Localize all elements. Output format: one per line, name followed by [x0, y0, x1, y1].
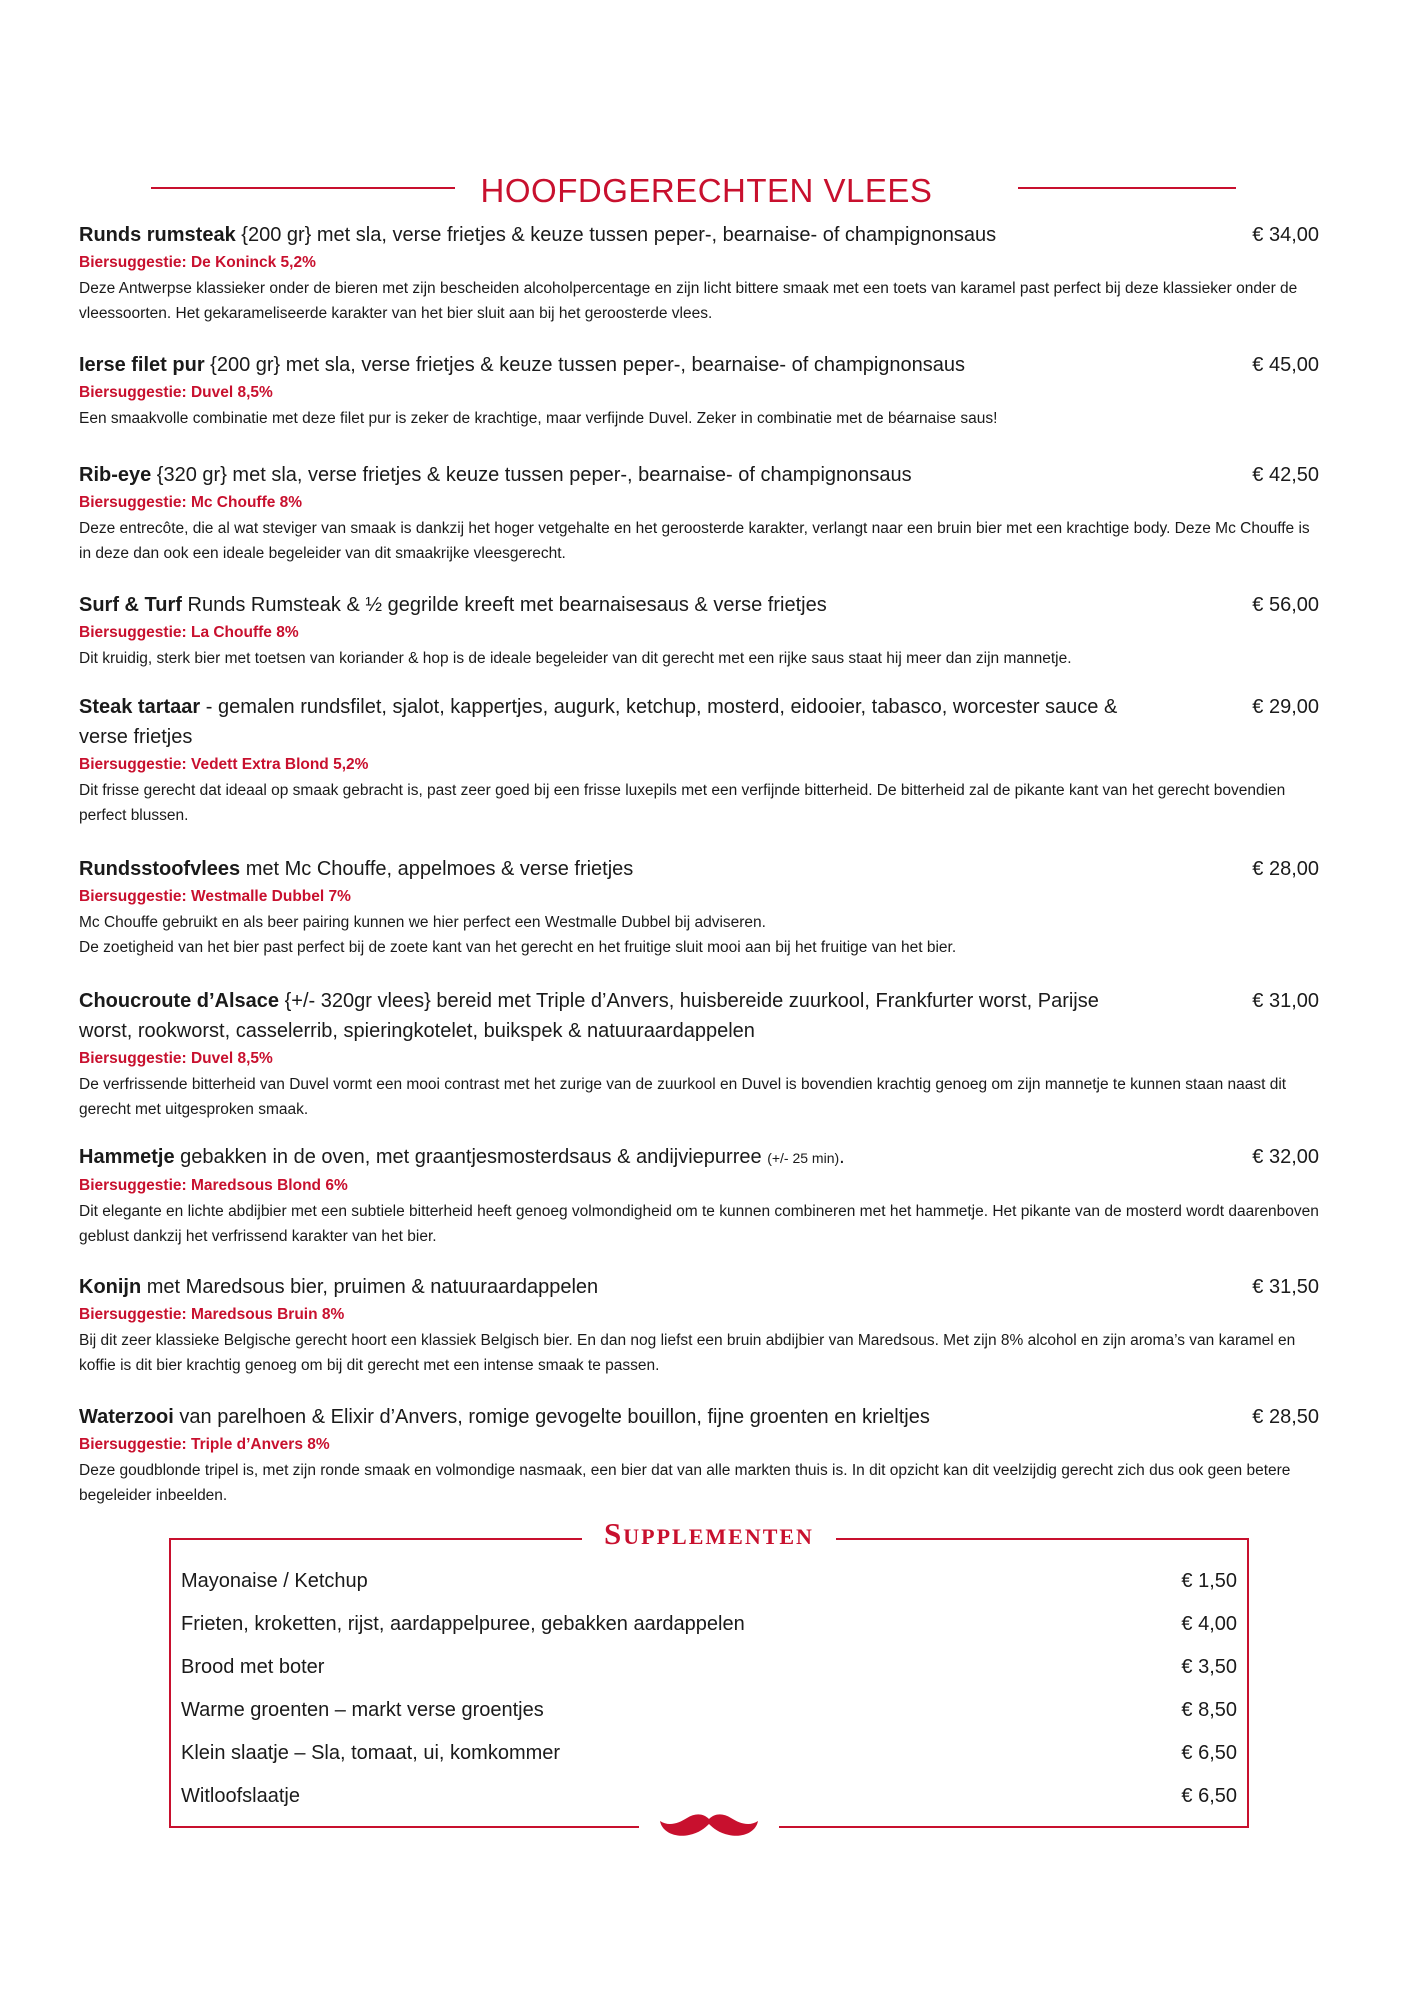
header-rule-right [1018, 187, 1236, 189]
dish-item [79, 350, 1319, 431]
supplement-label: Warme groenten – markt verse groentjes [181, 1699, 544, 1721]
supplement-price: € 6,50 [1181, 1785, 1237, 1807]
pairing-text [79, 1199, 1319, 1249]
dish-description: gebakken in de oven, met graantjesmosterdsaus & andijviepurree [174, 1146, 768, 1168]
beer-suggestion: Biersuggestie: Mc Chouffe 8% [79, 494, 303, 511]
pairing-text [79, 1458, 1319, 1508]
supplement-row [181, 1689, 1237, 1732]
dish-description: met Mc Chouffe, appelmoes & verse frietjes [240, 858, 634, 880]
supplements-title: Supplementen [582, 1516, 836, 1551]
dish-item [79, 1402, 1319, 1508]
supplement-label: Frieten, kroketten, rijst, aardappelpuree, gebakken aardappelen [181, 1613, 745, 1635]
pairing-paragraph: Deze goudblonde tripel is, met zijn ronde smaak en volmondige nasmaak, een bier dat van alle markten thuis is. In dit opzicht kan dit veelzijdig gerecht zich dus ook geen betere begeleider inbeelden. [79, 1462, 1291, 1504]
beer-suggestion: Biersuggestie: Duvel 8,5% [79, 1050, 273, 1067]
supplement-price: € 3,50 [1181, 1656, 1237, 1678]
pairing-text [79, 778, 1319, 828]
supplement-price: € 8,50 [1181, 1699, 1237, 1721]
dish-line [79, 986, 1319, 1046]
pairing-paragraph: De verfrissende bitterheid van Duvel vormt een mooi contrast met het zurige van de zuurkool en Duvel is bovendien krachtig genoeg om zijn mannetje te kunnen staan naast dit gerecht met uitgesproken smaak. [79, 1076, 1287, 1118]
dish-line [79, 692, 1319, 752]
dish-price: € 28,50 [1252, 1406, 1319, 1428]
dish-item [79, 460, 1319, 566]
pairing-paragraph: Deze Antwerpse klassieker onder de bieren met zijn bescheiden alcoholpercentage en zijn licht bittere smaak met een toets van karamel past perfect bij deze klassieker onder de vleessoorten. Het gekarameliseerde karakter van het bier sluit aan bij het geroosterde vlees. [79, 280, 1298, 322]
supplement-label: Mayonaise / Ketchup [181, 1570, 368, 1592]
mustache-icon [639, 1810, 779, 1844]
dish-line [79, 1402, 1319, 1432]
dish-item [79, 590, 1319, 671]
dish-line [79, 590, 1319, 620]
dish-line [79, 854, 1319, 884]
dish-name: Hammetje [79, 1146, 175, 1168]
supplement-row [181, 1603, 1237, 1646]
supplement-price: € 1,50 [1181, 1570, 1237, 1592]
pairing-text [79, 1072, 1319, 1122]
dish-line [79, 1272, 1319, 1302]
beer-suggestion: Biersuggestie: Westmalle Dubbel 7% [79, 888, 351, 905]
dish-item [79, 1142, 1319, 1249]
section-header [0, 172, 1413, 216]
pairing-paragraph: Dit elegante en lichte abdijbier met een subtiele bitterheid heeft genoeg volmondigheid om te kunnen combineren met het hammetje. Het pikante van de mosterd wordt daarenboven geblust dankzij het verfrissend karakter van het bier. [79, 1203, 1319, 1245]
beer-suggestion: Biersuggestie: Duvel 8,5% [79, 384, 273, 401]
dish-name: Surf & Turf [79, 594, 182, 616]
dish-price: € 29,00 [1252, 696, 1319, 718]
dish-description: met Maredsous bier, pruimen & natuuraardappelen [141, 1276, 599, 1298]
pairing-paragraph: Deze entrecôte, die al wat steviger van smaak is dankzij het hoger vetgehalte en het geroosterde karakter, verlangt naar een bruin bier met een krachtige body. Deze Mc Chouffe is in deze dan ook een ideale begeleider van dit smaakrijke vleesgerecht. [79, 520, 1310, 562]
dish-item [79, 1272, 1319, 1378]
dish-name: Choucroute d’Alsace [79, 990, 280, 1012]
dish-description: {200 gr} met sla, verse frietjes & keuze tussen peper-, bearnaise- of champignonsaus [235, 224, 997, 246]
dish-line-end: . [839, 1146, 845, 1168]
pairing-text [79, 276, 1319, 326]
dish-name: Rundsstoofvlees [79, 858, 241, 880]
supplement-label: Klein slaatje – Sla, tomaat, ui, komkommer [181, 1742, 561, 1764]
dish-price: € 56,00 [1252, 594, 1319, 616]
dish-item [79, 986, 1319, 1122]
dish-line [79, 1142, 1319, 1173]
pairing-text [79, 1328, 1319, 1378]
dish-price: € 31,50 [1252, 1276, 1319, 1298]
dish-line [79, 220, 1319, 250]
supplements-box [169, 1516, 1249, 1828]
dish-price: € 45,00 [1252, 354, 1319, 376]
supplement-row [181, 1732, 1237, 1775]
dish-name: Waterzooi [79, 1406, 174, 1428]
dish-item [79, 854, 1319, 960]
beer-suggestion: Biersuggestie: Vedett Extra Blond 5,2% [79, 756, 369, 773]
dish-price: € 42,50 [1252, 464, 1319, 486]
dish-description: - gemalen rundsfilet, sjalot, kappertjes, augurk, ketchup, mosterd, eidooier, tabasco, worcester sauce & verse frietjes [79, 696, 1118, 748]
dish-name: Steak tartaar [79, 696, 201, 718]
dish-price: € 28,00 [1252, 858, 1319, 880]
dish-description: {+/- 320gr vlees} bereid met Triple d’Anvers, huisbereide zuurkool, Frankfurter worst, Parijse worst, rookworst, casselerrib, spieringkotelet, buikspek & natuuraardappelen [79, 990, 1099, 1042]
pairing-text [79, 646, 1319, 671]
beer-suggestion: Biersuggestie: Maredsous Bruin 8% [79, 1306, 345, 1323]
supplement-price: € 6,50 [1181, 1742, 1237, 1764]
supplement-label: Brood met boter [181, 1656, 325, 1678]
pairing-paragraph: Een smaakvolle combinatie met deze filet pur is zeker de krachtige, maar verfijnde Duvel. Zeker in combinatie met de béarnaise saus! [79, 410, 998, 427]
supplement-price: € 4,00 [1181, 1613, 1237, 1635]
pairing-text [79, 406, 1319, 431]
beer-suggestion: Biersuggestie: Maredsous Blond 6% [79, 1177, 348, 1194]
dish-line [79, 350, 1319, 380]
dish-description: {320 gr} met sla, verse frietjes & keuze tussen peper-, bearnaise- of champignonsaus [151, 464, 912, 486]
dish-description: {200 gr} met sla, verse frietjes & keuze tussen peper-, bearnaise- of champignonsaus [204, 354, 966, 376]
supplements-heading [171, 1516, 1247, 1552]
supplement-list [181, 1560, 1237, 1818]
beer-suggestion: Biersuggestie: Triple d’Anvers 8% [79, 1436, 330, 1453]
dish-name: Konijn [79, 1276, 142, 1298]
pairing-text [79, 516, 1319, 566]
supplement-row [181, 1560, 1237, 1603]
pairing-paragraph: Dit frisse gerecht dat ideaal op smaak gebracht is, past zeer goed bij een frisse luxepils met een verfijnde bitterheid. De bitterheid zal de pikante kant van het gerecht bovendien perfect blussen. [79, 782, 1286, 824]
dish-item [79, 220, 1319, 326]
pairing-text [79, 910, 1319, 960]
dish-name: Ierse filet pur [79, 354, 205, 376]
dish-description: Runds Rumsteak & ½ gegrilde kreeft met bearnaisesaus & verse frietjes [181, 594, 827, 616]
beer-suggestion: Biersuggestie: De Koninck 5,2% [79, 254, 316, 271]
dish-price: € 31,00 [1252, 990, 1319, 1012]
dish-name: Runds rumsteak [79, 224, 236, 246]
beer-suggestion: Biersuggestie: La Chouffe 8% [79, 624, 299, 641]
supplement-label: Witloofslaatje [181, 1785, 300, 1807]
pairing-paragraph: Dit kruidig, sterk bier met toetsen van koriander & hop is de ideale begeleider van dit gerecht met een rijke saus staat hij meer dan zijn mannetje. [79, 650, 1072, 667]
dish-item [79, 692, 1319, 828]
dish-line [79, 460, 1319, 490]
section-title: HOOFDGERECHTEN VLEES [480, 172, 933, 209]
dish-time-note: (+/- 25 min) [767, 1150, 840, 1166]
dish-price: € 34,00 [1252, 224, 1319, 246]
supplement-row [181, 1646, 1237, 1689]
pairing-paragraph: Bij dit zeer klassieke Belgische gerecht hoort een klassiek Belgisch bier. En dan nog liefst een bruin abdijbier van Maredsous. Met zijn 8% alcohol en zijn aroma’s van karamel en koffie is dit bier krachtig genoeg om bij dit gerecht met een intense smaak te passen. [79, 1332, 1296, 1374]
dish-price: € 32,00 [1252, 1146, 1319, 1168]
pairing-paragraph: Mc Chouffe gebruikt en als beer pairing kunnen we hier perfect een Westmalle Dubbel bij adviseren. [79, 914, 766, 931]
pairing-paragraph: De zoetigheid van het bier past perfect bij de zoete kant van het gerecht en het fruitige sluit mooi aan bij het fruitige van het bier. [79, 939, 957, 956]
dish-description: van parelhoen & Elixir d’Anvers, romige gevogelte bouillon, fijne groenten en krieltjes [173, 1406, 930, 1428]
dish-name: Rib-eye [79, 464, 152, 486]
